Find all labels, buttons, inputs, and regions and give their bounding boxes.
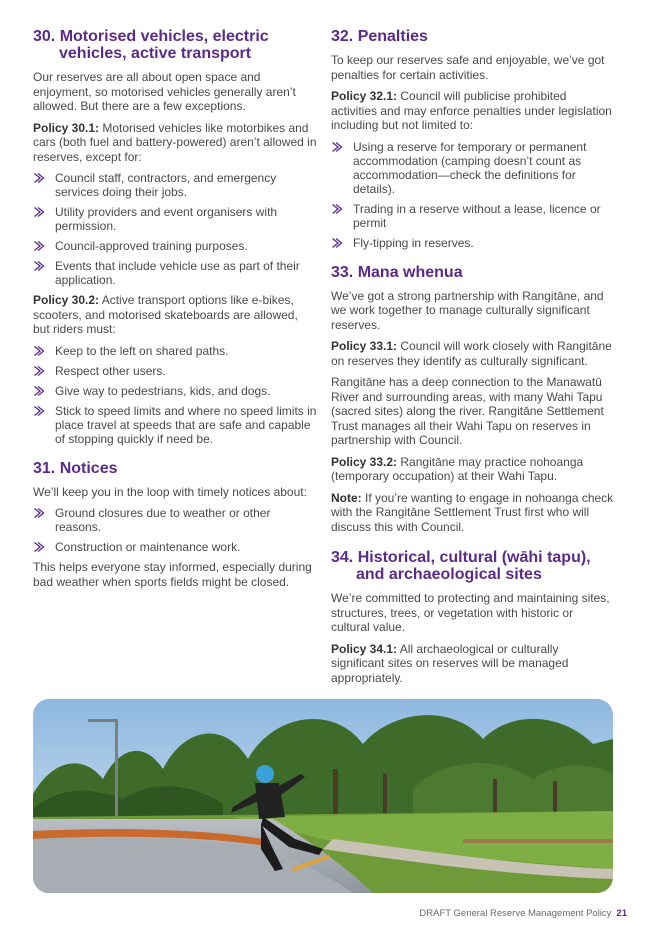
section-30-heading: 30. Motorised vehicles, electric vehicles, active transport xyxy=(33,28,269,62)
list-item-text: Events that include vehicle use as part of their application. xyxy=(55,259,300,287)
list-item-text: Council staff, contractors, and emergency services doing their jobs. xyxy=(55,171,277,199)
skatepark-photo xyxy=(33,699,613,893)
policy-text: Council will publicise prohibited activities and may enforce penalties under legislation including but not limited to: xyxy=(331,89,612,132)
policy-30-2-list xyxy=(33,344,317,446)
policy-30-1-list xyxy=(33,171,317,287)
section-33-note xyxy=(331,491,615,535)
list-item xyxy=(33,259,317,287)
policy-33-2 xyxy=(331,455,615,484)
list-item-text: Utility providers and event organisers with permission. xyxy=(55,205,278,233)
chevron-double-right-icon xyxy=(33,507,45,519)
section-32-intro: To keep our reserves safe and enjoyable, we’ve got penalties for certain activities. xyxy=(331,53,605,82)
list-item xyxy=(331,236,615,250)
policy-34-1 xyxy=(331,642,615,686)
chevron-double-right-icon xyxy=(33,541,45,553)
list-item xyxy=(33,171,317,199)
list-item-text: Council-approved training purposes. xyxy=(55,239,248,253)
list-item-text: Trading in a reserve without a lease, licence or permit xyxy=(353,201,601,230)
section-34-intro: We’re committed to protecting and maintaining sites, structures, trees, or vegetation with historic or cultural value. xyxy=(331,591,610,634)
list-item xyxy=(33,205,317,233)
list-item-text: Using a reserve for temporary or permanent accommodation (camping doesn’t count as accommodation—check the definitions for details). xyxy=(353,139,587,196)
note-text: If you’re wanting to engage in nohoanga check with the Rangitāne Settlement Trust first who will discuss this with Council. xyxy=(331,490,614,534)
policy-label: Policy 30.1: xyxy=(33,120,100,135)
list-item-text: Ground closures due to weather or other reasons. xyxy=(55,506,271,534)
policy-text: Active transport options like e-bikes, scooters, and motorised skateboards are allowed, but riders must: xyxy=(33,293,298,336)
right-column xyxy=(331,28,615,692)
chevron-double-right-icon xyxy=(331,237,343,249)
policy-33-1 xyxy=(331,339,615,368)
policy-30-1 xyxy=(33,121,317,165)
section-33-paragraph: Rangitāne has a deep connection to the Manawatū River and surrounding areas, with many Wahi Tapu (sacred sites) along the river. Rangitāne Settlement Trust manages all their Wahi Tapu on reserves in partnership with Council. xyxy=(331,375,604,447)
section-31-intro: We’ll keep you in the loop with timely notices about: xyxy=(33,484,307,499)
list-item xyxy=(33,239,317,253)
policy-text: All archaeological or culturally significant sites on reserves will be managed appropriately. xyxy=(331,641,569,685)
list-item xyxy=(331,140,615,196)
section-31-heading: 31. Notices xyxy=(33,459,118,477)
page-footer xyxy=(419,908,627,919)
chevron-double-right-icon xyxy=(33,240,45,252)
chevron-double-right-icon xyxy=(33,172,45,184)
list-item-text: Give way to pedestrians, kids, and dogs. xyxy=(55,383,271,398)
list-item xyxy=(33,404,317,446)
list-item-text: Construction or maintenance work. xyxy=(55,540,241,554)
list-item xyxy=(33,344,317,358)
chevron-double-right-icon xyxy=(33,345,45,357)
list-item-text: Fly-tipping in reserves. xyxy=(353,235,474,250)
list-item-text: Keep to the left on shared paths. xyxy=(55,343,229,358)
section-33-intro: We’ve got a strong partnership with Rangitāne, and we work together to manage culturally significant reserves. xyxy=(331,288,604,332)
chevron-double-right-icon xyxy=(33,365,45,377)
policy-label: Policy 30.2: xyxy=(33,293,100,307)
chevron-double-right-icon xyxy=(33,260,45,272)
list-item xyxy=(33,540,317,554)
chevron-double-right-icon xyxy=(33,206,45,218)
chevron-double-right-icon xyxy=(33,405,45,417)
page-number: 21 xyxy=(616,908,627,919)
policy-label: Policy 33.2: xyxy=(331,454,398,469)
list-item-text: Stick to speed limits and where no speed limits in place travel at speeds that are safe and capable of stopping quickly if need be. xyxy=(55,403,317,446)
list-item xyxy=(33,384,317,398)
note-label: Note: xyxy=(331,490,362,505)
chevron-double-right-icon xyxy=(33,385,45,397)
chevron-double-right-icon xyxy=(331,141,343,153)
section-31-outro: This helps everyone stay informed, especially during bad weather when sports fields might be closed. xyxy=(33,560,312,589)
policy-text: Rangitāne may practice nohoanga (temporary occupation) at their Wahi Tapu. xyxy=(331,454,584,483)
notices-list xyxy=(33,506,317,554)
policy-label: Policy 34.1: xyxy=(331,641,398,656)
policy-label: Policy 32.1: xyxy=(331,89,398,103)
policy-text: Motorised vehicles like motorbikes and cars (both fuel and battery-powered) aren’t allowed in reserves, except for: xyxy=(33,120,317,164)
policy-32-1 xyxy=(331,89,615,133)
left-column xyxy=(33,28,317,596)
penalties-list xyxy=(331,140,615,250)
section-30-intro: Our reserves are all about open space and enjoyment, so motorised vehicles generally aren’t allowed. But there are a few exceptions. xyxy=(33,70,296,113)
section-33-heading: 33. Mana whenua xyxy=(331,263,463,281)
list-item xyxy=(33,506,317,534)
section-32-heading: 32. Penalties xyxy=(331,28,428,45)
policy-text: Council will work closely with Rangitāne on reserves they identify as culturally significant. xyxy=(331,339,612,368)
list-item xyxy=(33,364,317,378)
list-item-text: Respect other users. xyxy=(55,363,166,378)
policy-label: Policy 33.1: xyxy=(331,339,398,353)
policy-30-2 xyxy=(33,293,317,337)
list-item xyxy=(331,202,615,230)
document-title: DRAFT General Reserve Management Policy xyxy=(419,908,612,919)
section-34-heading: 34. Historical, cultural (wāhi tapu), and archaeological sites xyxy=(331,549,591,583)
chevron-double-right-icon xyxy=(331,203,343,215)
